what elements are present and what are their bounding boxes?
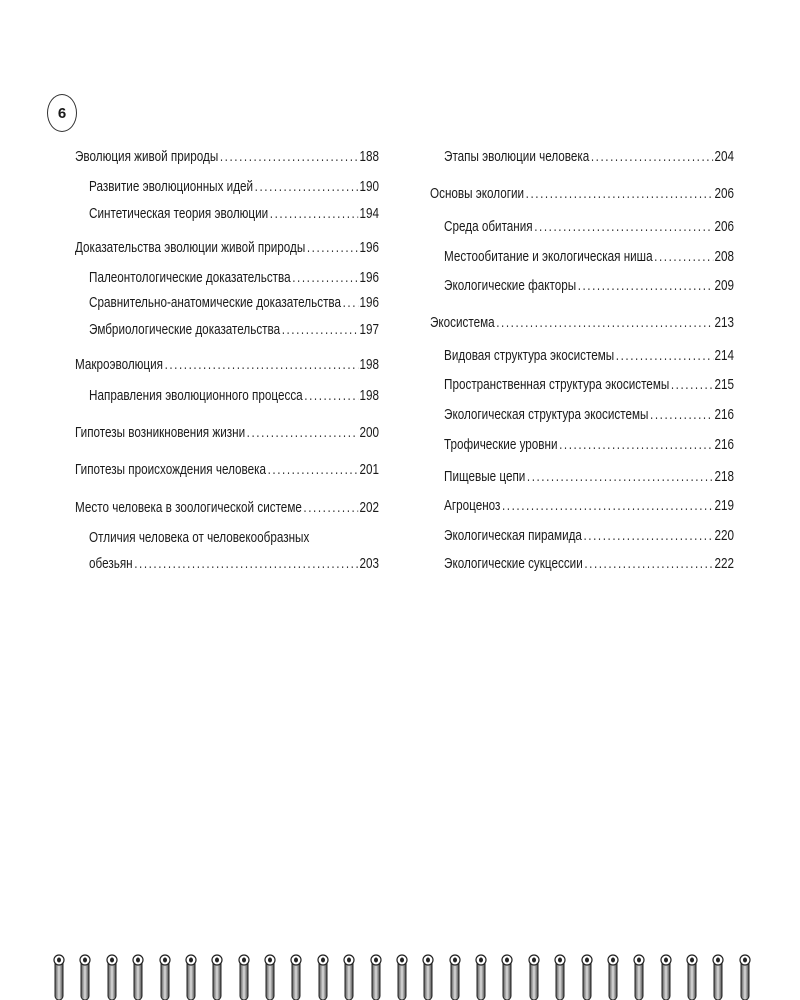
toc-entry-page: 215 <box>714 376 734 393</box>
toc-entry-title: Экологические факторы <box>444 277 577 294</box>
toc-entry[interactable] <box>430 186 734 202</box>
toc-entry-title: Пищевые цепи <box>444 468 526 485</box>
toc-entry-title: Экологическая пирамида <box>444 527 582 544</box>
toc-entry-page: 206 <box>714 185 734 202</box>
spiral-ring-icon <box>210 952 224 1000</box>
toc-entry-title: Трофические уровни <box>444 436 558 453</box>
toc-entry-page: 198 <box>359 356 379 373</box>
toc-entry-title: Этапы эволюции человека <box>444 148 590 165</box>
toc-entry[interactable] <box>430 278 734 294</box>
toc-entry[interactable] <box>430 348 734 364</box>
toc-entry[interactable] <box>75 149 379 165</box>
spiral-ring-icon <box>52 952 66 1000</box>
spiral-ring-icon <box>421 952 435 1000</box>
toc-entry-page: 213 <box>714 314 734 331</box>
toc-entry-title: Доказательства эволюции живой природы <box>75 239 306 256</box>
toc-entry-title: Эволюция живой природы <box>75 148 219 165</box>
toc-entry[interactable] <box>430 315 734 331</box>
toc-entry[interactable] <box>75 179 379 195</box>
spiral-ring-icon <box>78 952 92 1000</box>
toc-entry[interactable] <box>430 556 734 572</box>
toc-entry-page: 214 <box>714 347 734 364</box>
spiral-binding <box>52 952 752 1000</box>
toc-entry[interactable] <box>75 240 379 256</box>
toc-entry-title: Макроэволюция <box>75 356 164 373</box>
spiral-ring-icon <box>342 952 356 1000</box>
spiral-ring-icon <box>184 952 198 1000</box>
spiral-ring-icon <box>158 952 172 1000</box>
toc-entry-title: Среда обитания <box>444 218 533 235</box>
toc-entry[interactable] <box>75 357 379 373</box>
toc-entry-title: Место человека в зоологической системе <box>75 499 302 516</box>
toc-entry[interactable] <box>430 407 734 423</box>
toc-entry-page: 196 <box>359 239 379 256</box>
toc-entry[interactable] <box>430 219 734 235</box>
toc-entry[interactable] <box>75 270 379 286</box>
spiral-ring-icon <box>448 952 462 1000</box>
toc-entry[interactable] <box>75 322 379 338</box>
toc-entry-title: Видовая структура экосистемы <box>444 347 615 364</box>
toc-entry-page: 206 <box>714 218 734 235</box>
toc-entry[interactable] <box>430 249 734 265</box>
toc-entry-title: Пространственная структура экосистемы <box>444 376 670 393</box>
spiral-ring-icon <box>685 952 699 1000</box>
toc-entry-page: 208 <box>714 248 734 265</box>
spiral-ring-icon <box>738 952 752 1000</box>
spiral-ring-icon <box>316 952 330 1000</box>
spiral-ring-icon <box>369 952 383 1000</box>
toc-entry-page: 188 <box>359 148 379 165</box>
toc-entry-page: 222 <box>714 555 734 572</box>
spiral-ring-icon <box>527 952 541 1000</box>
toc-entry[interactable] <box>75 556 379 572</box>
toc-entry-page: 201 <box>359 461 379 478</box>
page-number: 6 <box>47 94 77 132</box>
toc-entry-title: Основы экологии <box>430 185 525 202</box>
toc-entry[interactable] <box>430 437 734 453</box>
toc-entry-title: Экологическая структура экосистемы <box>444 406 649 423</box>
toc-entry-page: 196 <box>359 294 379 311</box>
toc-entry-page: 216 <box>714 406 734 423</box>
toc-entry[interactable] <box>75 206 379 222</box>
spiral-ring-icon <box>395 952 409 1000</box>
toc-entry-page: 194 <box>359 205 379 222</box>
toc-entry-page: 219 <box>714 497 734 514</box>
spiral-ring-icon <box>606 952 620 1000</box>
toc-entry-title: Палеонтологические доказательства <box>89 269 291 286</box>
toc-entry[interactable] <box>75 462 379 478</box>
toc-entry[interactable] <box>430 149 734 165</box>
toc-entry-page: 218 <box>714 468 734 485</box>
toc-entry-title: Направления эволюционного процесса <box>89 387 303 404</box>
toc-entry[interactable] <box>430 498 734 514</box>
toc-entry-page: 202 <box>359 499 379 516</box>
toc-entry[interactable] <box>75 388 379 404</box>
toc-entry-page: 216 <box>714 436 734 453</box>
toc-entry-title: Агроценоз <box>444 497 501 514</box>
toc-entry-page: 198 <box>359 387 379 404</box>
toc-entry[interactable] <box>430 469 734 485</box>
toc-entry-page: 196 <box>359 269 379 286</box>
toc-entry-title-line1: Отличия человека от человекообразных <box>89 529 310 546</box>
spiral-ring-icon <box>263 952 277 1000</box>
spiral-ring-icon <box>632 952 646 1000</box>
toc-entry-page: 204 <box>714 148 734 165</box>
toc-entry-title: Экосистема <box>430 314 495 331</box>
spiral-ring-icon <box>289 952 303 1000</box>
spiral-ring-icon <box>474 952 488 1000</box>
toc-entry-page: 190 <box>359 178 379 195</box>
toc-entry-page: 200 <box>359 424 379 441</box>
toc-entry-title: Местообитание и экологическая ниша <box>444 248 653 265</box>
toc-entry[interactable] <box>75 295 379 311</box>
toc-entry-title: обезьян <box>89 555 133 572</box>
toc-entry-title: Развитие эволюционных идей <box>89 178 254 195</box>
spiral-ring-icon <box>237 952 251 1000</box>
toc-entry-title: Гипотезы происхождения человека <box>75 461 267 478</box>
toc-entry-title: Эмбриологические доказательства <box>89 321 281 338</box>
toc-entry-title: Экологические сукцессии <box>444 555 583 572</box>
spiral-ring-icon <box>659 952 673 1000</box>
toc-entry[interactable] <box>75 500 379 516</box>
toc-entry-page: 197 <box>359 321 379 338</box>
toc-entry-page: 203 <box>359 555 379 572</box>
toc-entry-title: Синтетическая теория эволюции <box>89 205 269 222</box>
toc-entry[interactable] <box>430 377 734 393</box>
toc-entry-title: Гипотезы возникновения жизни <box>75 424 246 441</box>
spiral-ring-icon <box>131 952 145 1000</box>
toc-entry[interactable] <box>430 528 734 544</box>
toc-entry-title: Сравнительно-анатомические доказательства <box>89 294 342 311</box>
spiral-ring-icon <box>580 952 594 1000</box>
toc-entry[interactable] <box>75 425 379 441</box>
toc-entry-page: 220 <box>714 527 734 544</box>
toc-entry-page: 209 <box>714 277 734 294</box>
spiral-ring-icon <box>553 952 567 1000</box>
spiral-ring-icon <box>500 952 514 1000</box>
spiral-ring-icon <box>711 952 725 1000</box>
spiral-ring-icon <box>105 952 119 1000</box>
